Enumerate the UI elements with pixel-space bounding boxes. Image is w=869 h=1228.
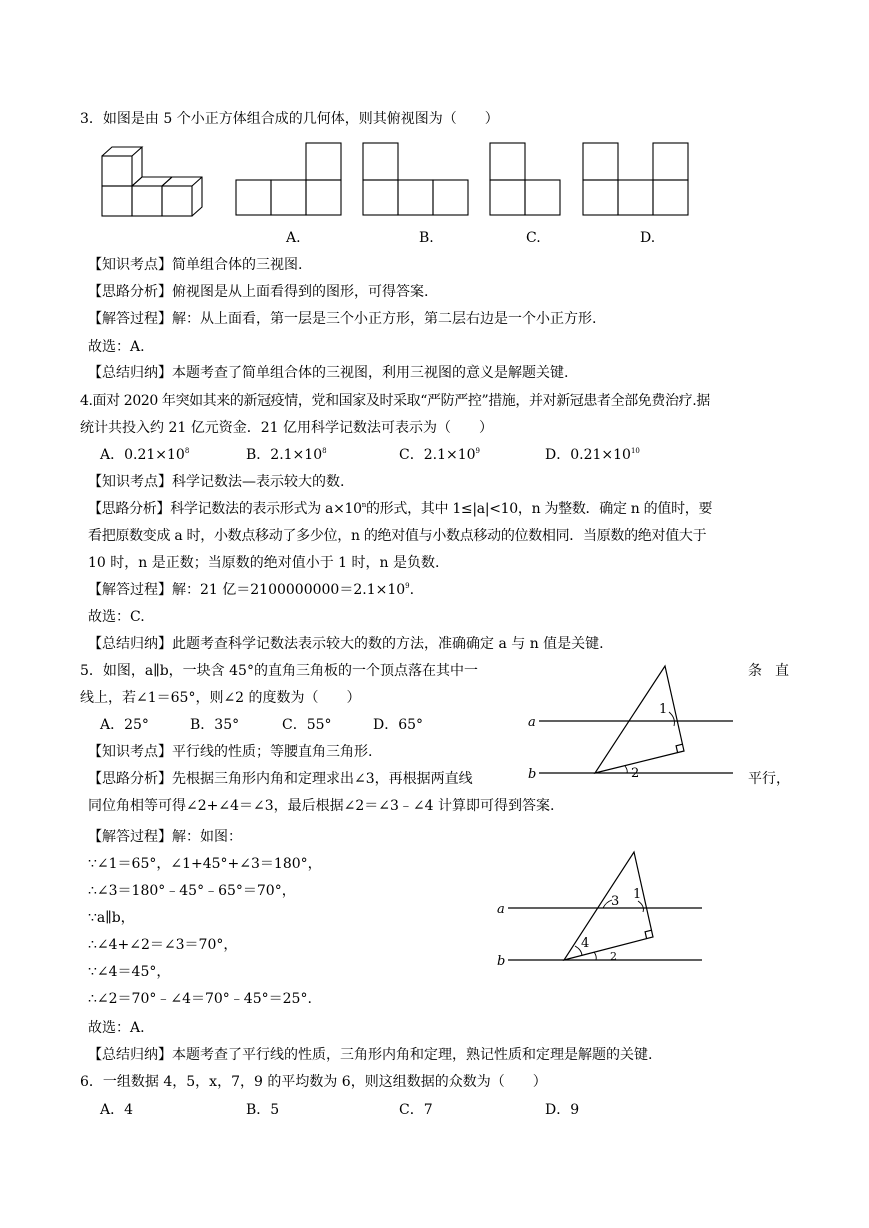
solution-figure bbox=[494, 848, 709, 974]
q5-step-4: ∴∠4+∠2＝∠3＝70°， bbox=[88, 937, 238, 953]
q5-analysis-line2: 同位角相等可得∠2+∠4＝∠3，最后根据∠2＝∠3﹣∠4 计算即可得到答案. bbox=[88, 798, 555, 814]
q3-solution: 【解答过程】解：从上面看，第一层是三个小正方形，第二层右边是一个小正方形. bbox=[88, 311, 597, 327]
q6-option-a: A．4 bbox=[100, 1102, 134, 1118]
q4-solution: 【解答过程】解：21 亿$=2100000000=2.1\times 10^9$. bbox=[88, 582, 415, 598]
q6-option-c: C．7 bbox=[399, 1102, 433, 1118]
parallel-lines-figure bbox=[525, 662, 740, 786]
fig1-label-2: 2 bbox=[631, 766, 640, 781]
option-c-figure bbox=[489, 142, 563, 216]
q5-summary: 【总结归纳】本题考查了平行线的性质，三角形内角和定理，熟记性质和定理是解题的关键. bbox=[88, 1047, 653, 1063]
q4-stem-line2: 统计共投入约 21 亿元资金．21 亿用科学记数法可表示为（ ） bbox=[80, 420, 493, 436]
q4-option-a: A．$0.21\times 10^8$ bbox=[100, 447, 190, 463]
q3-stem: 3．如图是由 5 个小正方体组合成的几何体，则其俯视图为（ ） bbox=[80, 111, 499, 127]
q4-option-b: B．$2.1\times 10^8$ bbox=[246, 447, 327, 463]
q5-option-d: D．65° bbox=[373, 717, 424, 733]
q5-option-c: C．55° bbox=[282, 717, 332, 733]
q5-stem-line1-tail: 条 直 bbox=[748, 663, 789, 679]
q3-option-d-label: D. bbox=[640, 230, 656, 246]
q5-option-b: B．35° bbox=[190, 717, 240, 733]
fig2-label-b: b bbox=[497, 954, 506, 969]
q5-step-6: ∴∠2＝70°﹣∠4＝70°﹣45°＝25°. bbox=[88, 991, 312, 1007]
option-b-figure bbox=[362, 142, 470, 216]
q5-answer: 故选：A. bbox=[88, 1020, 145, 1036]
q3-answer: 故选：A. bbox=[88, 339, 145, 355]
q3-option-b-label: B. bbox=[419, 230, 434, 246]
q4-summary: 【总结归纳】此题考查科学记数法表示较大的数的方法，准确确定 a 与 n 值是关键. bbox=[88, 636, 604, 652]
q5-knowledge: 【知识考点】平行线的性质；等腰直角三角形. bbox=[88, 744, 373, 760]
q3-summary: 【总结归纳】本题考查了简单组合体的三视图，利用三视图的意义是解题关键. bbox=[88, 365, 569, 381]
q4-knowledge: 【知识考点】科学记数法—表示较大的数. bbox=[88, 474, 345, 490]
q4-analysis-line3: 10 时，n 是正数；当原数的绝对值小于 1 时，n 是负数. bbox=[88, 555, 440, 571]
q4-answer: 故选：C. bbox=[88, 609, 145, 625]
fig2-label-a: a bbox=[497, 902, 505, 917]
q4-analysis-line1: 【思路分析】科学记数法的表示形式为 $a\times 10^n$的形式，其中 1≤|a|<10，n 为整数．确定 n 的值时，要 bbox=[88, 501, 713, 517]
q4-option-d: D．$0.21\times 10^{10}$ bbox=[545, 447, 640, 463]
q5-solution-heading: 【解答过程】解：如图： bbox=[88, 829, 242, 845]
fig1-label-1: 1 bbox=[659, 702, 668, 717]
q5-analysis-line1-tail: 平行， bbox=[748, 771, 790, 787]
fig1-label-b: b bbox=[528, 767, 537, 782]
q3-analysis: 【思路分析】俯视图是从上面看得到的图形，可得答案. bbox=[88, 284, 429, 300]
q5-step-3: ∵a∥b， bbox=[88, 910, 135, 926]
q4-analysis-line2: 看把原数变成 a 时，小数点移动了多少位，n 的绝对值与小数点移动的位数相同．当原数的绝对值大于 bbox=[88, 528, 707, 544]
q3-option-c-label: C. bbox=[526, 230, 541, 246]
fig2-label-1: 1 bbox=[633, 887, 642, 902]
fig2-label-2: 2 bbox=[610, 950, 617, 963]
q5-step-2: ∴∠3＝180°﹣45°﹣65°＝70°， bbox=[88, 883, 296, 899]
q5-step-1: ∵∠1＝65°，∠1+45°+∠3＝180°， bbox=[88, 856, 322, 872]
cube-solid-figure bbox=[96, 144, 216, 220]
q5-stem-line2: 线上，若∠1＝65°，则∠2 的度数为（ ） bbox=[80, 690, 361, 706]
q5-step-5: ∵∠4＝45°， bbox=[88, 964, 171, 980]
fig2-label-3: 3 bbox=[611, 894, 620, 909]
fig2-label-4: 4 bbox=[581, 936, 590, 951]
q5-option-a: A．25° bbox=[100, 717, 149, 733]
q4-option-c: C．$2.1\times 10^9$ bbox=[399, 447, 480, 463]
q6-option-d: D．9 bbox=[545, 1102, 580, 1118]
option-d-figure bbox=[582, 142, 690, 216]
fig1-label-a: a bbox=[528, 715, 536, 730]
q6-option-b: B．5 bbox=[246, 1102, 280, 1118]
q5-analysis-line1: 【思路分析】先根据三角形内角和定理求出∠3，再根据两直线 bbox=[88, 771, 473, 787]
q5-stem-line1: 5．如图，a∥b，一块含 45°的直角三角板的一个顶点落在其中一 bbox=[80, 663, 478, 679]
q6-stem: 6．一组数据 4，5，x，7，9 的平均数为 6，则这组数据的众数为（ ） bbox=[80, 1074, 547, 1090]
option-a-figure bbox=[235, 142, 343, 216]
q3-option-a-label: A. bbox=[286, 230, 301, 246]
q4-stem-line1: 4.面对 2020 年突如其来的新冠疫情，党和国家及时采取“严防严控”措施，并对新冠患者全部免费治疗.据 bbox=[80, 393, 710, 409]
q3-knowledge: 【知识考点】简单组合体的三视图. bbox=[88, 257, 303, 273]
